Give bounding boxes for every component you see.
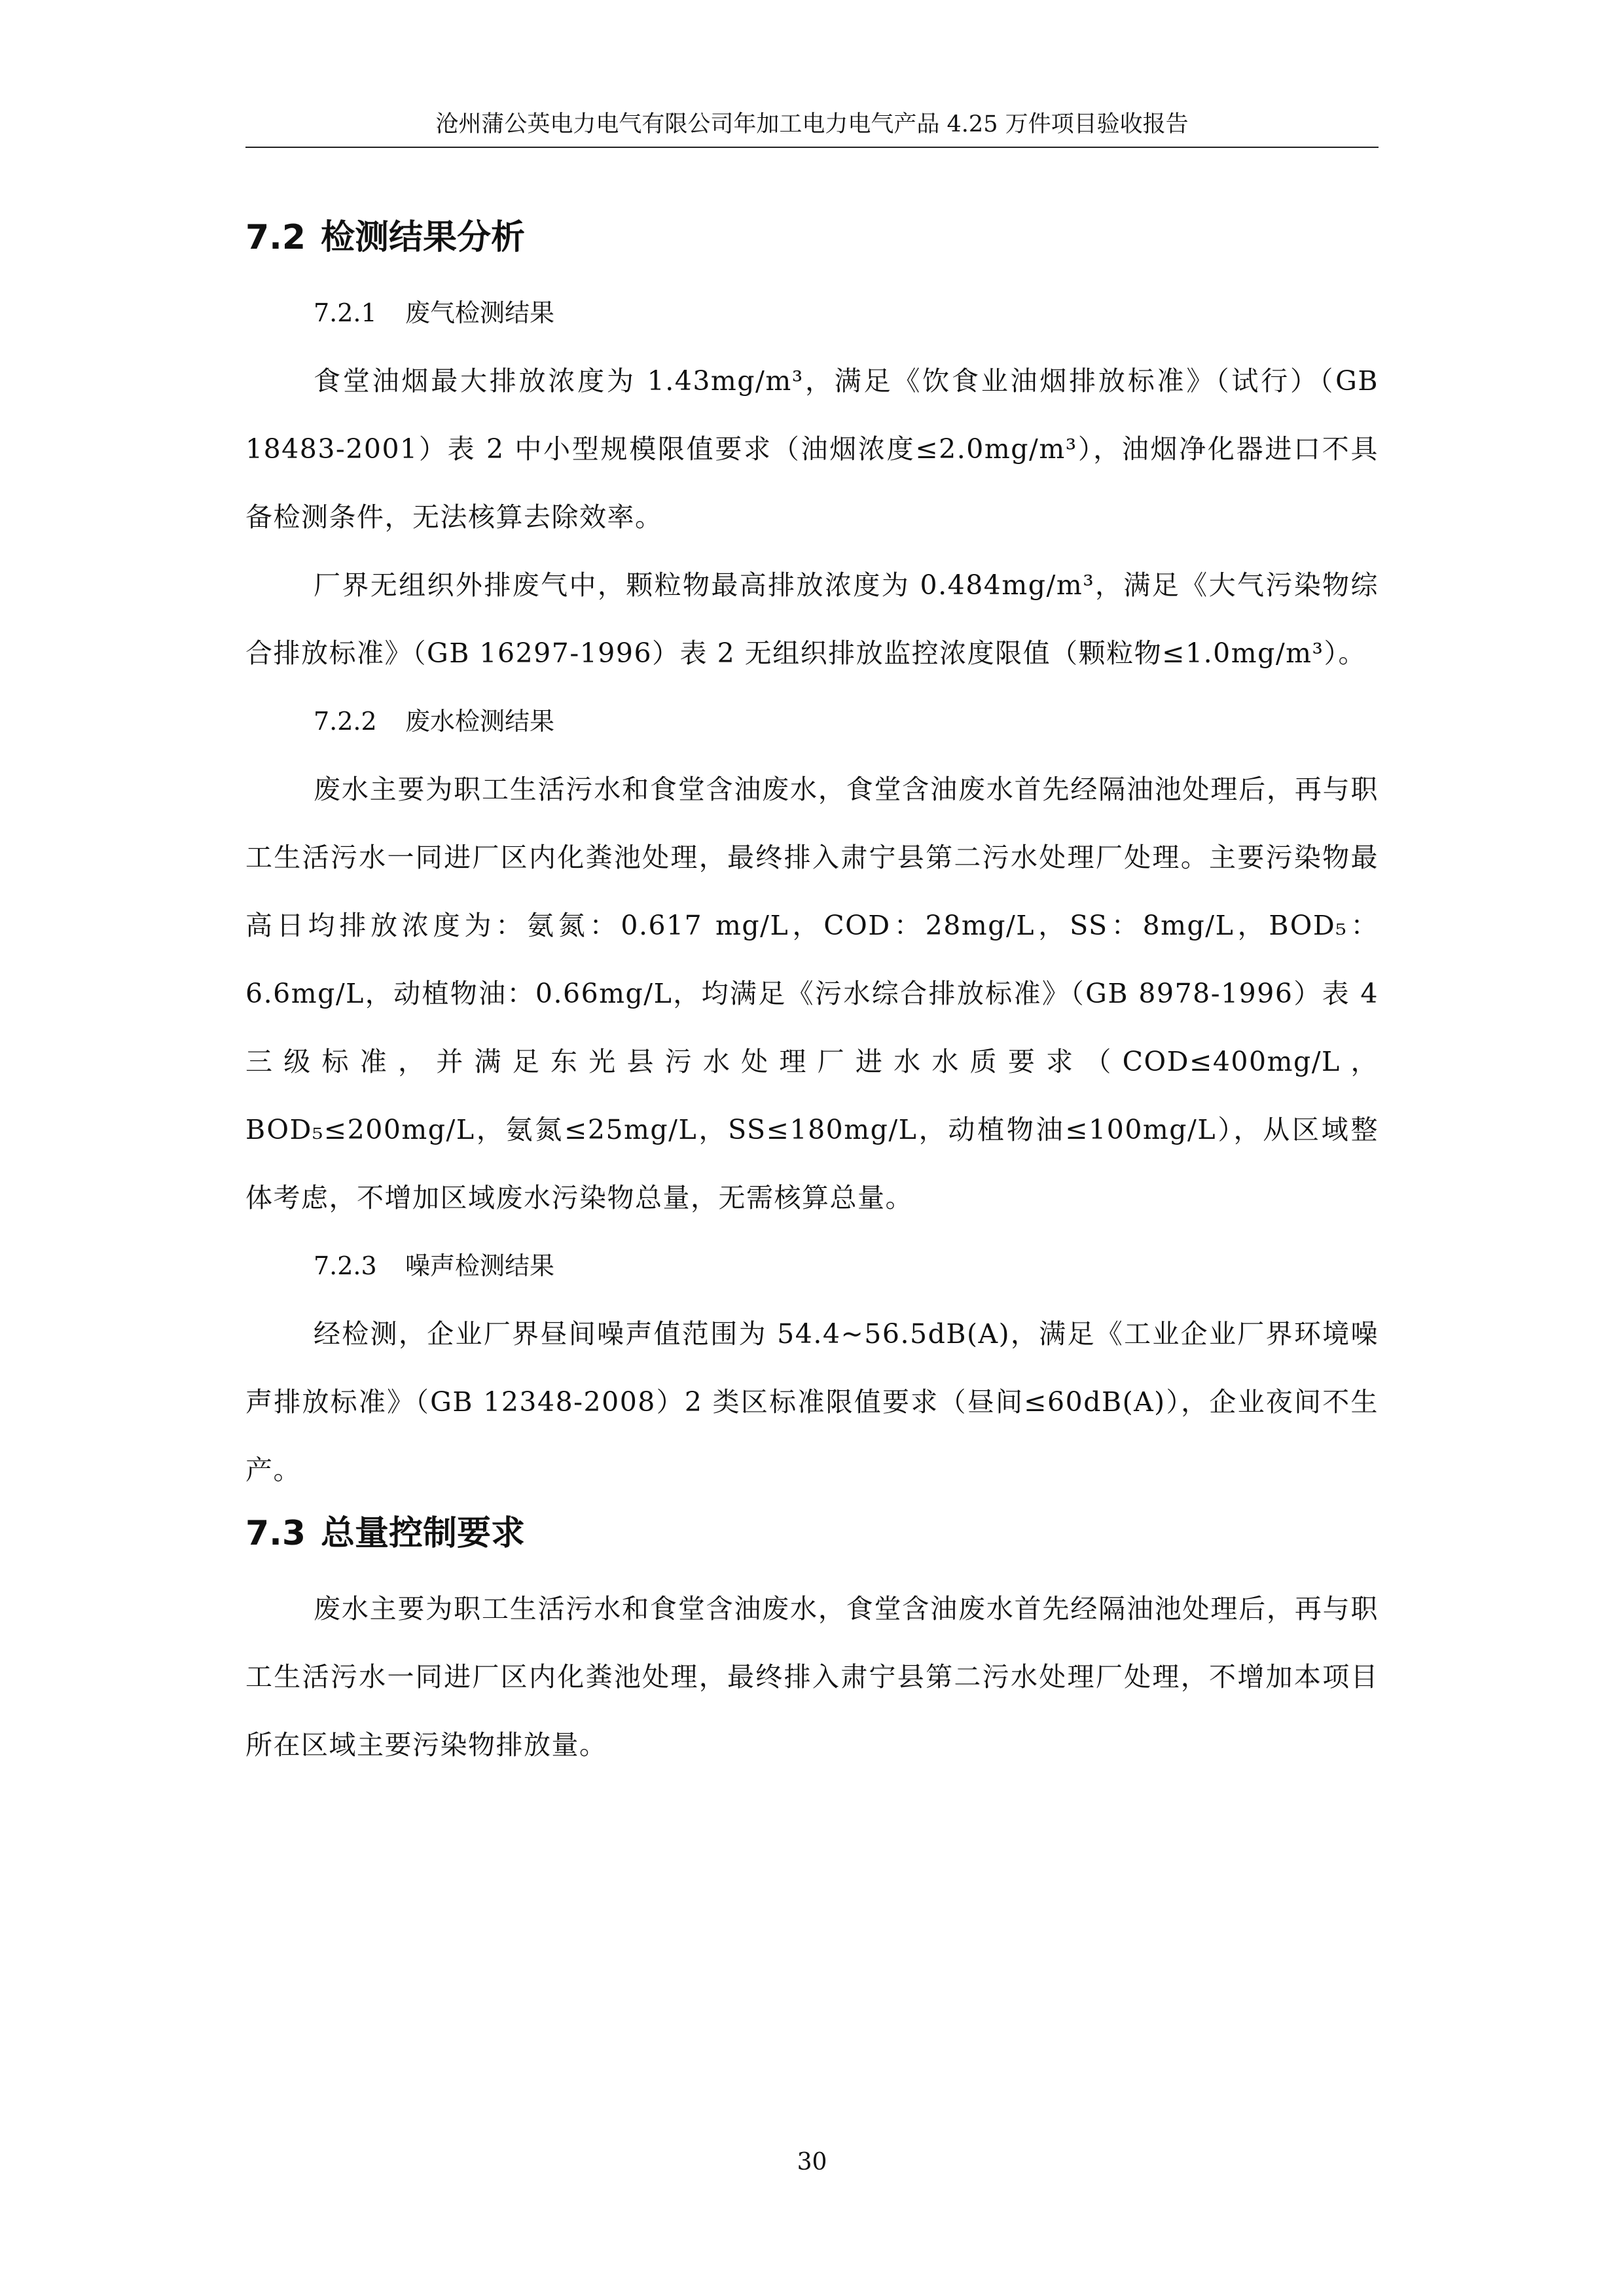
subsection-heading-7-2-3 [245, 1232, 1379, 1300]
subsection-heading-7-2-2 [245, 687, 1379, 755]
paragraph-particulate: 厂界无组织外排废气中，颗粒物最高排放浓度为 0.484mg/m³，满足《大气污染物综合排放标准》（GB 16297-1996）表 2 无组织排放监控浓度限值（颗粒物≤1.0mg/m³）。 [245, 569, 1379, 669]
page-number: 30 [797, 2149, 827, 2176]
section-number: 7.3 [245, 1514, 306, 1553]
section-title: 检测结果分析 [321, 218, 526, 257]
running-header: 沧州蒲公英电力电气有限公司年加工电力电气产品 4.25 万件项目验收报告 [435, 111, 1189, 137]
section-heading-7-3 [245, 1504, 1379, 1575]
subsection-title: 废水检测结果 [405, 707, 555, 736]
subsection-heading-7-2-1 [245, 279, 1379, 347]
subsection-number: 7.2.2 [314, 707, 377, 736]
header-rule [245, 147, 1379, 148]
paragraph-wastewater: 废水主要为职工生活污水和食堂含油废水，食堂含油废水首先经隔油池处理后，再与职工生活污水一同进厂区内化粪池处理，最终排入肃宁县第二污水处理厂处理。主要污染物最高日均排放浓度为：氨氮：0.617 mg/L，COD：28mg/L，SS：8mg/L，BOD₅：6.6mg/L，动植物油：0.66mg/L，均满足《污水综合排放标准》（GB 8978-1996）表 4 三级标准，并满足东光县污水处理厂进水水质要求（COD≤400mg/L，BOD₅≤200mg/L，氨氮≤25mg/L，SS≤180mg/L，动植物油≤100mg/L），从区域整体考虑，不增加区域废水污染物总量，无需核算总量。 [245, 774, 1379, 1213]
paragraph-total-control: 废水主要为职工生活污水和食堂含油废水，食堂含油废水首先经隔油池处理后，再与职工生活污水一同进厂区内化粪池处理，最终排入肃宁县第二污水处理厂处理，不增加本项目所在区域主要污染物排放量。 [245, 1593, 1379, 1761]
subsection-title: 废气检测结果 [405, 298, 555, 327]
subsection-number: 7.2.1 [314, 298, 377, 327]
paragraph-kitchen-fume: 食堂油烟最大排放浓度为 1.43mg/m³，满足《饮食业油烟排放标准》（试行）（GB 18483-2001）表 2 中小型规模限值要求（油烟浓度≤2.0mg/m³），油烟净化器进口不具备检测条件，无法核算去除效率。 [245, 365, 1379, 533]
section-heading-7-2 [245, 208, 1379, 279]
section-title: 总量控制要求 [321, 1514, 526, 1553]
subsection-number: 7.2.3 [314, 1251, 377, 1280]
paragraph-noise: 经检测，企业厂界昼间噪声值范围为 54.4~56.5dB(A)，满足《工业企业厂界环境噪声排放标准》（GB 12348-2008）2 类区标准限值要求（昼间≤60dB(A)），企业夜间不生产。 [245, 1318, 1379, 1486]
section-number: 7.2 [245, 218, 306, 257]
subsection-title: 噪声检测结果 [405, 1251, 555, 1280]
page-content [245, 208, 1379, 1779]
